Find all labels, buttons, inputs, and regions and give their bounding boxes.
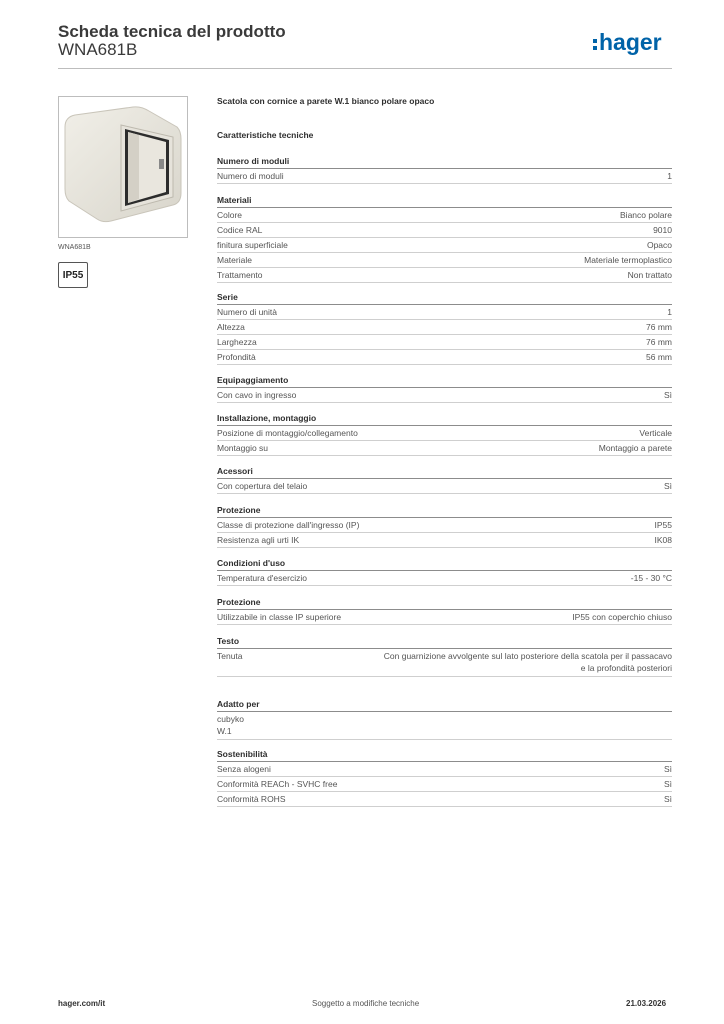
spec-value: Opaco [646, 240, 672, 250]
section-title: Protezione [217, 504, 672, 518]
compatible-list [217, 712, 672, 740]
section-sostenibilita [217, 748, 672, 807]
image-caption: WNA681B [58, 244, 91, 251]
spec-value: 1 [667, 307, 672, 317]
list-item: W.1 [217, 726, 232, 736]
spec-key: Senza alogeni [217, 764, 271, 774]
spec-key: Profondità [217, 352, 256, 362]
section-title: Protezione [217, 596, 672, 610]
spec-key: finitura superficiale [217, 240, 288, 250]
spec-value: 76 mm [646, 337, 672, 347]
section-materiali [217, 194, 672, 283]
section-title: Testo [217, 635, 672, 649]
spec-key: Conformità REACh - SVHC free [217, 779, 338, 789]
spec-row [217, 571, 672, 586]
spec-value: 9010 [653, 225, 672, 235]
spec-value: Materiale termoplastico [584, 255, 672, 265]
spec-key: Larghezza [217, 337, 257, 347]
spec-value: Montaggio a parete [598, 443, 672, 453]
spec-key: Tenuta [217, 651, 243, 661]
spec-row [217, 792, 672, 807]
section-protezione-2 [217, 596, 672, 625]
spec-row [217, 335, 672, 350]
ip-rating-badge: IP55 [58, 262, 88, 288]
spec-row [217, 238, 672, 253]
spec-key: Temperatura d'esercizio [217, 573, 307, 583]
spec-row [217, 426, 672, 441]
spec-key: Conformità ROHS [217, 794, 286, 804]
spec-row [217, 533, 672, 548]
spec-value: Sì [663, 779, 672, 789]
spec-value: IP55 [654, 520, 672, 530]
section-title: Acessori [217, 465, 672, 479]
spec-row [217, 169, 672, 184]
spec-row [217, 518, 672, 533]
spec-row [217, 479, 672, 494]
spec-key: Trattamento [217, 270, 263, 280]
section-adatto-per [217, 698, 672, 740]
spec-row [217, 610, 672, 625]
footer-note: Soggetto a modifiche tecniche [312, 999, 420, 1008]
spec-key: Con cavo in ingresso [217, 390, 297, 400]
spec-key: Numero di unità [217, 307, 278, 317]
product-image [58, 96, 188, 238]
spec-value: IK08 [654, 535, 672, 545]
spec-row [217, 777, 672, 792]
section-installazione [217, 412, 672, 456]
spec-value: 56 mm [646, 352, 672, 362]
logo-text: hager [599, 29, 662, 55]
spec-row [217, 388, 672, 403]
spec-row [217, 208, 672, 223]
section-condizioni-uso [217, 557, 672, 586]
footer-date: 21.03.2026 [626, 999, 667, 1008]
spec-value: Bianco polare [620, 210, 672, 220]
product-title: Scatola con cornice a parete W.1 bianco polare opaco [217, 96, 435, 106]
spec-key: Utilizzabile in classe IP superiore [217, 612, 342, 622]
list-item: cubyko [217, 714, 244, 724]
spec-row [217, 762, 672, 777]
spec-value: Sì [663, 764, 672, 774]
spec-key: Codice RAL [217, 225, 263, 235]
spec-row [217, 320, 672, 335]
spec-row [217, 305, 672, 320]
spec-value: Non trattato [627, 270, 672, 280]
header-divider [58, 68, 672, 69]
spec-key: Resistenza agli urti IK [217, 535, 300, 545]
spec-row [217, 649, 672, 677]
section-title: Adatto per [217, 698, 672, 712]
document-title: Scheda tecnica del prodotto [58, 22, 286, 41]
spec-value: 1 [667, 171, 672, 181]
spec-row [217, 268, 672, 283]
spec-key: Montaggio su [217, 443, 269, 453]
section-title: Materiali [217, 194, 672, 208]
spec-key: Altezza [217, 322, 245, 332]
technical-characteristics-heading: Caratteristiche tecniche [217, 130, 314, 140]
spec-value: -15 - 30 °C [630, 573, 672, 583]
section-protezione [217, 504, 672, 548]
spec-row [217, 441, 672, 456]
spec-row [217, 350, 672, 365]
spec-value: Verticale [639, 428, 672, 438]
spec-key: Colore [217, 210, 243, 220]
spec-value: Sì [663, 794, 672, 804]
section-numero-moduli [217, 155, 672, 184]
section-title: Condizioni d'uso [217, 557, 672, 571]
section-title: Sostenibilità [217, 748, 672, 762]
product-code: WNA681B [58, 40, 138, 59]
hager-logo[interactable] [592, 28, 674, 58]
spec-key: Posizione di montaggio/collegamento [217, 428, 358, 438]
footer-website-link[interactable]: hager.com/it [58, 999, 106, 1008]
section-testo [217, 635, 672, 677]
section-title: Equipaggiamento [217, 374, 672, 388]
section-accessori [217, 465, 672, 494]
spec-key: Materiale [217, 255, 252, 265]
spec-key: Con copertura del telaio [217, 481, 308, 491]
section-title: Installazione, montaggio [217, 412, 672, 426]
section-equipaggiamento [217, 374, 672, 403]
spec-key: Numero di moduli [217, 171, 284, 181]
spec-row [217, 253, 672, 268]
spec-value: Sì [663, 390, 672, 400]
spec-value: Con guarnizione avvolgente sul lato posteriore della scatola per il passacavo e la profondità posteriori [383, 651, 672, 673]
spec-key: Classe di protezione dall'ingresso (IP) [217, 520, 360, 530]
spec-value: IP55 con coperchio chiuso [572, 612, 672, 622]
spec-value: Sì [663, 481, 672, 491]
section-title: Numero di moduli [217, 155, 672, 169]
spec-value: 76 mm [646, 322, 672, 332]
section-title: Serie [217, 291, 672, 305]
spec-row [217, 223, 672, 238]
section-serie [217, 291, 672, 365]
